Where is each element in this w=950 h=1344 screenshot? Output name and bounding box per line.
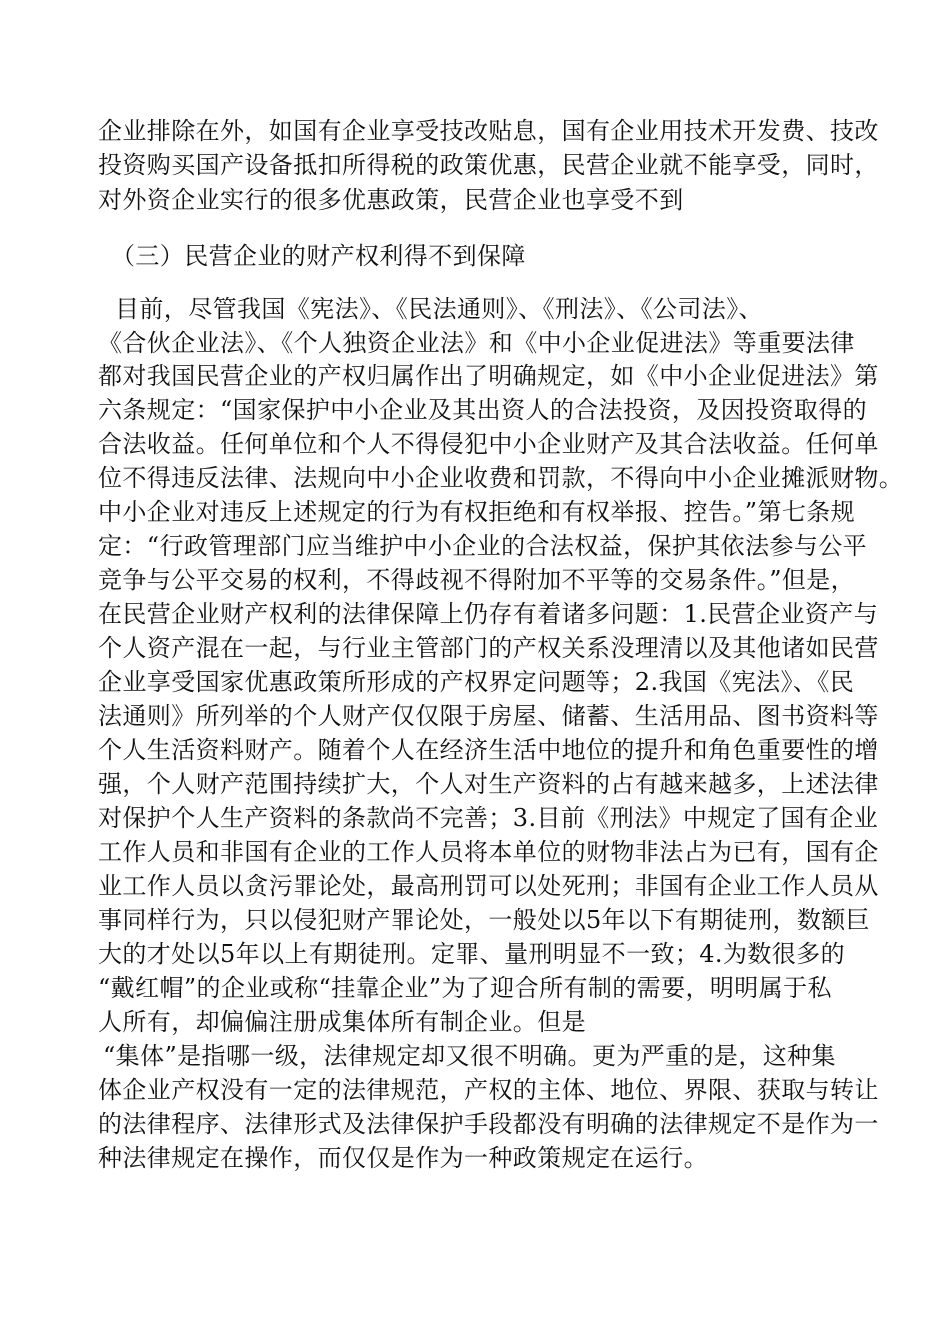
text-line-24: 大的才处以5年以上有期徒刑。定罪、量刑明显不一致；4.为数很多的 [98,940,845,968]
text-line-09: 合法收益。任何单位和个人不得侵犯中小企业财产及其合法收益。任何单 [98,430,879,458]
text-line-19: 强，个人财产范围持续扩大，个人对生产资料的占有越来越多，上述法律 [98,770,879,798]
text-line-18: 个人生活资料财产。随着个人在经济生活中地位的提升和角色重要性的增 [98,736,879,764]
text-line-21: 工作人员和非国有企业的工作人员将本单位的财物非法占为已有，国有企 [98,838,879,866]
text-line-30: 种法律规定在操作，而仅仅是作为一种政策规定在运行。 [98,1144,708,1172]
text-line-27: “集体”是指哪一级，法律规定却又很不明确。更为严重的是，这种集 [103,1042,836,1070]
text-line-20: 对保护个人生产资料的条款尚不完善；3.目前《刑法》中规定了国有企业 [98,804,879,832]
section-heading: （三）民营企业的财产权利得不到保障 [111,242,526,270]
text-line-22: 业工作人员以贪污罪论处，最高刑罚可以处死刑；非国有企业工作人员从 [98,872,879,900]
text-line-06: 《合伙企业法》、《个人独资企业法》和《中小企业促进法》等重要法律 [98,329,855,357]
text-line-26: 人所有，却偏偏注册成集体所有制企业。但是 [98,1008,586,1036]
text-line-05: 目前，尽管我国《宪法》、《民法通则》、《刑法》、《公司法》、 [115,295,763,323]
text-line-23: 事同样行为，只以侵犯财产罪论处，一般处以5年以下有期徒刑，数额巨 [98,906,871,934]
text-line-01: 企业排除在外，如国有企业享受技改贴息，国有企业用技术开发费、技改 [98,117,879,145]
text-line-03: 对外资企业实行的很多优惠政策，民营企业也享受不到 [98,186,684,214]
text-line-13: 竞争与公平交易的权利，不得歧视不得附加不平等的交易条件。”但是， [98,566,856,594]
text-line-29: 的法律程序、法律形式及法律保护手段都没有明确的法律规定不是作为一 [98,1110,879,1138]
text-line-02: 投资购买国产设备抵扣所得税的政策优惠，民营企业就不能享受，同时， [98,151,879,179]
text-line-08: 六条规定：“国家保护中小企业及其出资人的合法投资，及因投资取得的 [98,396,868,424]
text-line-12: 定：“行政管理部门应当维护中小企业的合法权益，保护其依法参与公平 [98,532,868,560]
text-line-16: 企业享受国家优惠政策所形成的产权界定问题等；2.我国《宪法》、《民 [98,668,855,696]
text-line-25: “戴红帽”的企业或称“挂靠企业”为了迎合所有制的需要，明明属于私 [98,974,832,1002]
text-line-07: 都对我国民营企业的产权归属作出了明确规定，如《中小企业促进法》第 [98,362,879,390]
text-line-14: 在民营企业财产权利的法律保障上仍存有着诸多问题：1.民营企业资产与 [98,600,879,628]
text-line-28: 体企业产权没有一定的法律规范，产权的主体、地位、界限、获取与转让 [98,1076,879,1104]
text-line-17: 法通则》所列举的个人财产仅仅限于房屋、储蓄、生活用品、图书资料等 [98,702,879,730]
text-line-10: 位不得违反法律、法规向中小企业收费和罚款，不得向中小企业摊派财物。 [98,464,904,492]
text-line-11: 中小企业对违反上述规定的行为有权拒绝和有权举报、控告。”第七条规 [98,498,856,526]
text-line-15: 个人资产混在一起，与行业主管部门的产权关系没理清以及其他诸如民营 [98,634,879,662]
